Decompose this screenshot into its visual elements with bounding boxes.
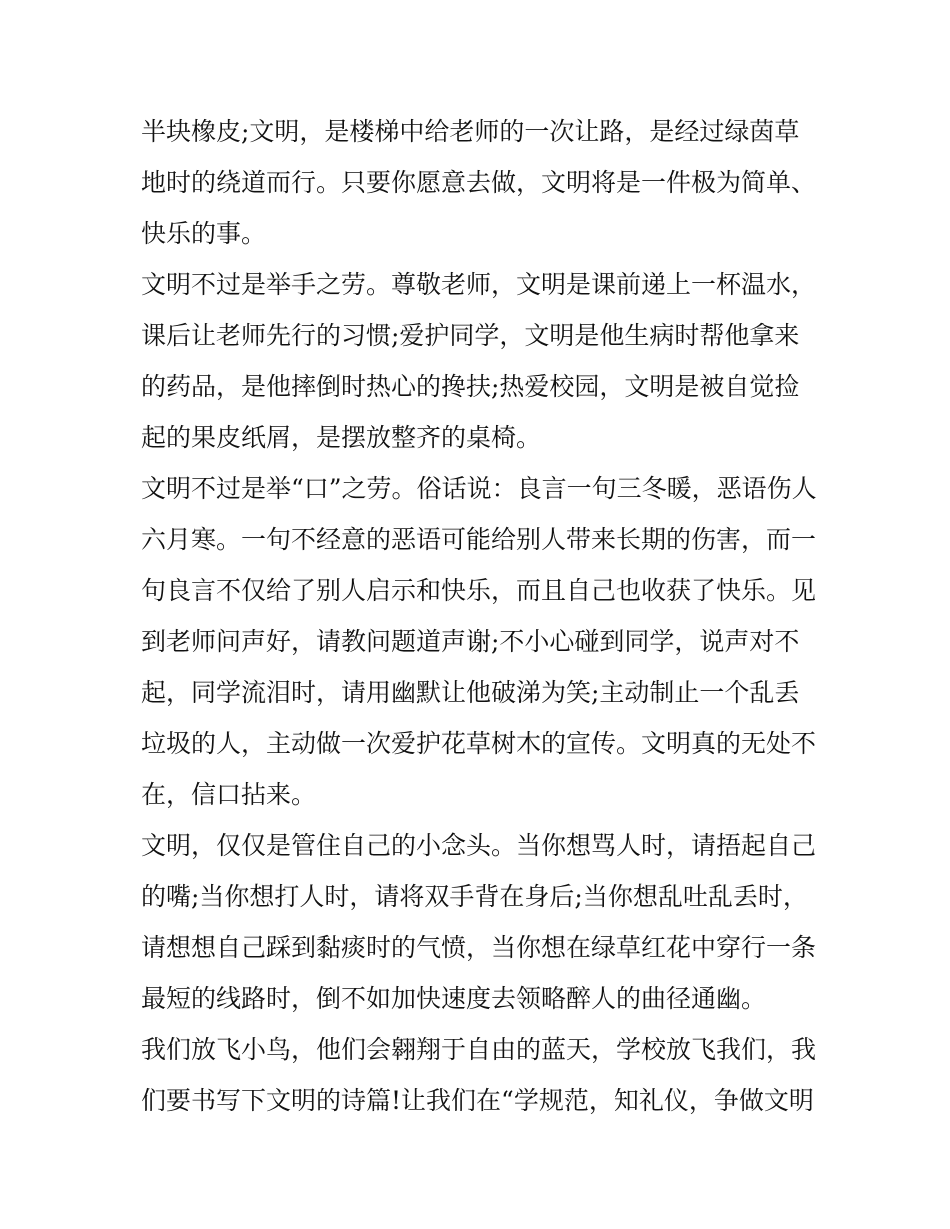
text-line: 起的果皮纸屑，是摆放整齐的桌椅。 <box>141 423 542 452</box>
text-line: 快乐的事。 <box>141 219 267 248</box>
body-text <box>141 106 821 1126</box>
text-line: 请想想自己踩到黏痰时的气愤，当你想在绿草红花中穿行一条 <box>141 933 817 962</box>
text-line: 垃圾的人，主动做一次爱护花草树木的宣传。文明真的无处不 <box>141 729 817 758</box>
text-line: 地时的绕道而行。只要你愿意去做，文明将是一件极为简单、 <box>141 168 817 197</box>
text-line: 六月寒。一句不经意的恶语可能给别人带来长期的伤害，而一 <box>141 525 817 554</box>
text-line: 起，同学流泪时，请用幽默让他破涕为笑;主动制止一个乱丢 <box>141 678 800 707</box>
text-line: 课后让老师先行的习惯;爱护同学，文明是他生病时帮他拿来 <box>141 321 800 350</box>
text-line: 半块橡皮;文明，是楼梯中给老师的一次让路，是经过绿茵草 <box>141 117 800 146</box>
text-line: 在，信口拈来。 <box>141 780 317 809</box>
text-line: 到老师问声好，请教问题道声谢;不小心碰到同学，说声对不 <box>141 627 800 656</box>
text-line: 文明，仅仅是管住自己的小念头。当你想骂人时，请捂起自己 <box>141 831 817 860</box>
text-line: 最短的线路时，倒不如加快速度去领略醉人的曲径通幽。 <box>141 984 767 1013</box>
text-line: 文明不过是举“口”之劳。俗话说：良言一句三冬暖，恶语伤人 <box>141 474 817 503</box>
text-line: 们要书写下文明的诗篇!让我们在“学规范，知礼仪，争做文明 <box>141 1086 814 1115</box>
text-line: 文明不过是举手之劳。尊敬老师，文明是课前递上一杯温水， <box>141 270 817 299</box>
text-line: 我们放飞小鸟，他们会翱翔于自由的蓝天，学校放飞我们，我 <box>141 1035 817 1064</box>
text-line: 的药品，是他摔倒时热心的搀扶;热爱校园，文明是被自觉捡 <box>141 372 800 401</box>
text-line: 的嘴;当你想打人时，请将双手背在身后;当你想乱吐乱丢时， <box>141 882 808 911</box>
text-line: 句良言不仅给了别人启示和快乐，而且自己也收获了快乐。见 <box>141 576 817 605</box>
